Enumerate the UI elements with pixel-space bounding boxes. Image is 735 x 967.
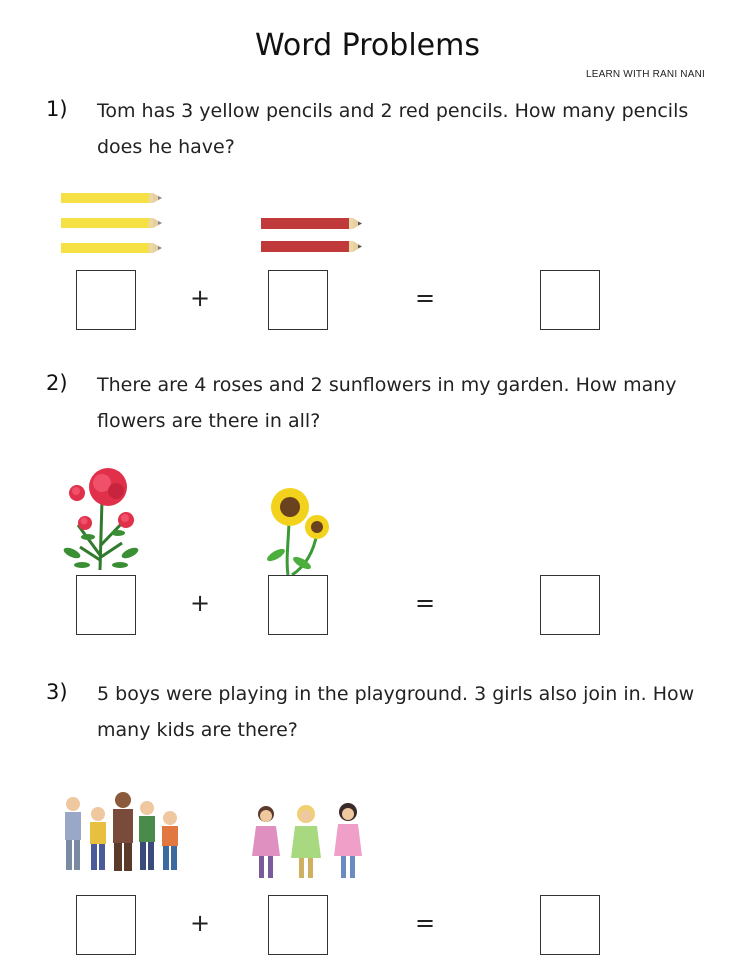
rose-icon xyxy=(69,485,85,501)
answer-box-1-total[interactable] xyxy=(540,270,600,330)
rose-icon xyxy=(89,468,127,506)
credit-text: LEARN WITH RANI NANI xyxy=(585,69,705,80)
sunflower-icon xyxy=(305,515,329,539)
answer-box-1a[interactable] xyxy=(76,270,136,330)
answer-box-2b[interactable] xyxy=(268,575,328,635)
yellow-pencils-illustration xyxy=(58,188,168,258)
equals-sign: = xyxy=(414,909,436,937)
problem-2-number: 2) xyxy=(46,371,68,395)
answer-box-3a[interactable] xyxy=(76,895,136,955)
answer-box-3-total[interactable] xyxy=(540,895,600,955)
equals-sign: = xyxy=(414,284,436,312)
yellow-pencil-icon xyxy=(61,218,162,228)
problem-1-text: Tom has 3 yellow pencils and 2 red pencils. How many pencils does he have? xyxy=(97,100,689,158)
answer-box-3b[interactable] xyxy=(268,895,328,955)
rose-icon xyxy=(78,516,92,530)
yellow-pencil-icon xyxy=(61,193,162,203)
girls-illustration xyxy=(248,800,373,885)
boys-illustration xyxy=(60,790,185,875)
plus-sign: + xyxy=(189,589,211,617)
boy-icon xyxy=(113,792,133,871)
rose-icon xyxy=(118,512,134,528)
boy-icon xyxy=(162,811,178,870)
girl-icon xyxy=(334,803,362,878)
plus-sign: + xyxy=(189,909,211,937)
boy-icon xyxy=(90,807,106,870)
roses-illustration xyxy=(60,465,145,575)
plus-sign: + xyxy=(189,284,211,312)
girl-icon xyxy=(291,805,321,878)
answer-box-2-total[interactable] xyxy=(540,575,600,635)
problem-2-text: There are 4 roses and 2 sunflowers in my garden. How many flowers are there in all? xyxy=(97,374,677,432)
page-title: Word Problems xyxy=(255,28,480,63)
problem-3-text: 5 boys were playing in the playground. 3 girls also join in. How many kids are there? xyxy=(97,683,695,741)
problem-3-number: 3) xyxy=(46,680,68,704)
equals-sign: = xyxy=(414,589,436,617)
answer-box-2a[interactable] xyxy=(76,575,136,635)
girl-icon xyxy=(252,806,280,878)
boy-icon xyxy=(65,797,81,870)
sunflowers-illustration xyxy=(262,485,337,577)
red-pencil-icon xyxy=(261,241,362,252)
yellow-pencil-icon xyxy=(61,243,162,253)
problem-1-number: 1) xyxy=(46,97,68,121)
boy-icon xyxy=(139,801,155,870)
red-pencils-illustration xyxy=(258,214,368,259)
red-pencil-icon xyxy=(261,218,362,229)
answer-box-1b[interactable] xyxy=(268,270,328,330)
sunflower-icon xyxy=(271,488,309,526)
